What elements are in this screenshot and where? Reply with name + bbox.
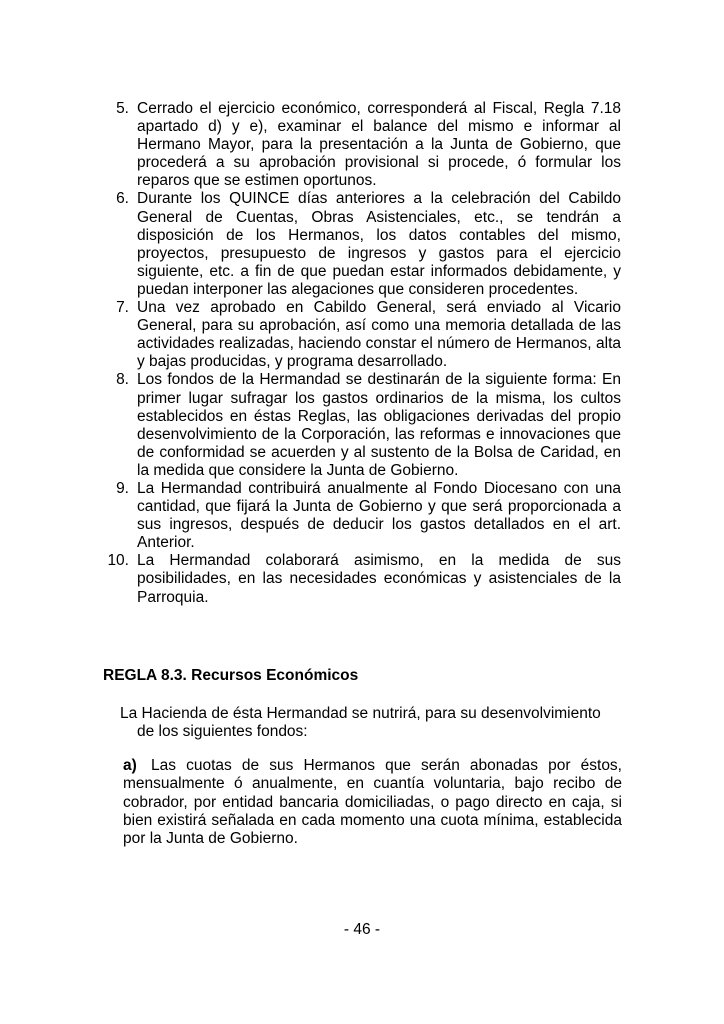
list-item	[101, 299, 621, 371]
list-item-text: La Hermandad colaborará asimismo, en la medida de sus posibilidades, en las necesidades económicas y asistenciales de la Parroquia.	[137, 552, 621, 606]
section-intro	[120, 705, 622, 742]
intro-line: de los siguientes fondos:	[137, 723, 308, 741]
list-item	[101, 190, 621, 299]
list-item	[101, 100, 621, 190]
list-item-number: 5.	[116, 100, 129, 117]
list-item	[101, 371, 621, 480]
list-item-number: 10.	[107, 552, 129, 570]
list-item-number: 8.	[116, 371, 129, 389]
numbered-list	[101, 100, 621, 607]
list-item-text: Cerrado el ejercicio económico, corresponderá al Fiscal, Regla 7.18 apartado d) y e), examinar el balance del mismo e informar al Hermano Mayor, para la presentación a la Junta de Gobierno, que procederá a su aprobación provisional si procede, ó formular los reparos que se estimen oportunos.	[137, 100, 621, 190]
list-item	[101, 552, 621, 606]
lettered-item-text: Las cuotas de sus Hermanos que serán abonadas por éstos, mensualmente ó anualmente, en cuantía voluntaria, bajo recibo de cobrador, por entidad bancaria domiciliadas, o pago directo en caja, si bien existirá señalada en cada momento una cuota mínima, establecida por la Junta de Gobierno.	[123, 757, 622, 848]
list-item-number: 6.	[116, 190, 129, 208]
lettered-item-a	[123, 757, 622, 848]
list-item-number: 9.	[116, 479, 129, 497]
lettered-item-marker: a)	[123, 757, 137, 774]
section-heading: REGLA 8.3. Recursos Económicos	[103, 667, 359, 684]
list-item-text: La Hermandad contribuirá anualmente al Fondo Diocesano con una cantidad, que fijará la Junta de Gobierno y que será proporcionada a sus ingresos, después de deducir los gastos detallados en el art. Anterior.	[137, 479, 621, 552]
list-item-text: Los fondos de la Hermandad se destinarán de la siguiente forma: En primer lugar sufragar los gastos ordinarios de la misma, los cultos establecidos en éstas Reglas, las obligaciones derivadas del propio desenvolvimiento de la Corporación, las reformas e innovaciones que de conformidad se acuerden y al sustento de la Bolsa de Caridad, en la medida que considere la Junta de Gobierno.	[137, 371, 621, 479]
list-item-text: Una vez aprobado en Cabildo General, será enviado al Vicario General, para su aprobación, así como una memoria detallada de las actividades realizadas, haciendo constar el número de Hermanos, alta y bajas producidas, y programa desarrollado.	[137, 299, 621, 371]
page-number: - 46 -	[343, 921, 381, 938]
intro-line: La Hacienda de ésta Hermandad se nutrirá, para su desenvolvimiento	[120, 705, 601, 722]
list-item-text: Durante los QUINCE días anteriores a la celebración del Cabildo General de Cuentas, Obras Asistenciales, etc., se tendrán a disposición de los Hermanos, los datos contables del mismo, proyectos, presupuesto de ingresos y gastos para el ejercicio siguiente, etc. a fin de que puedan estar informados debidamente, y puedan interponer las alegaciones que consideren procedentes.	[137, 190, 621, 298]
list-item	[101, 480, 621, 552]
list-item-number: 7.	[116, 299, 129, 317]
